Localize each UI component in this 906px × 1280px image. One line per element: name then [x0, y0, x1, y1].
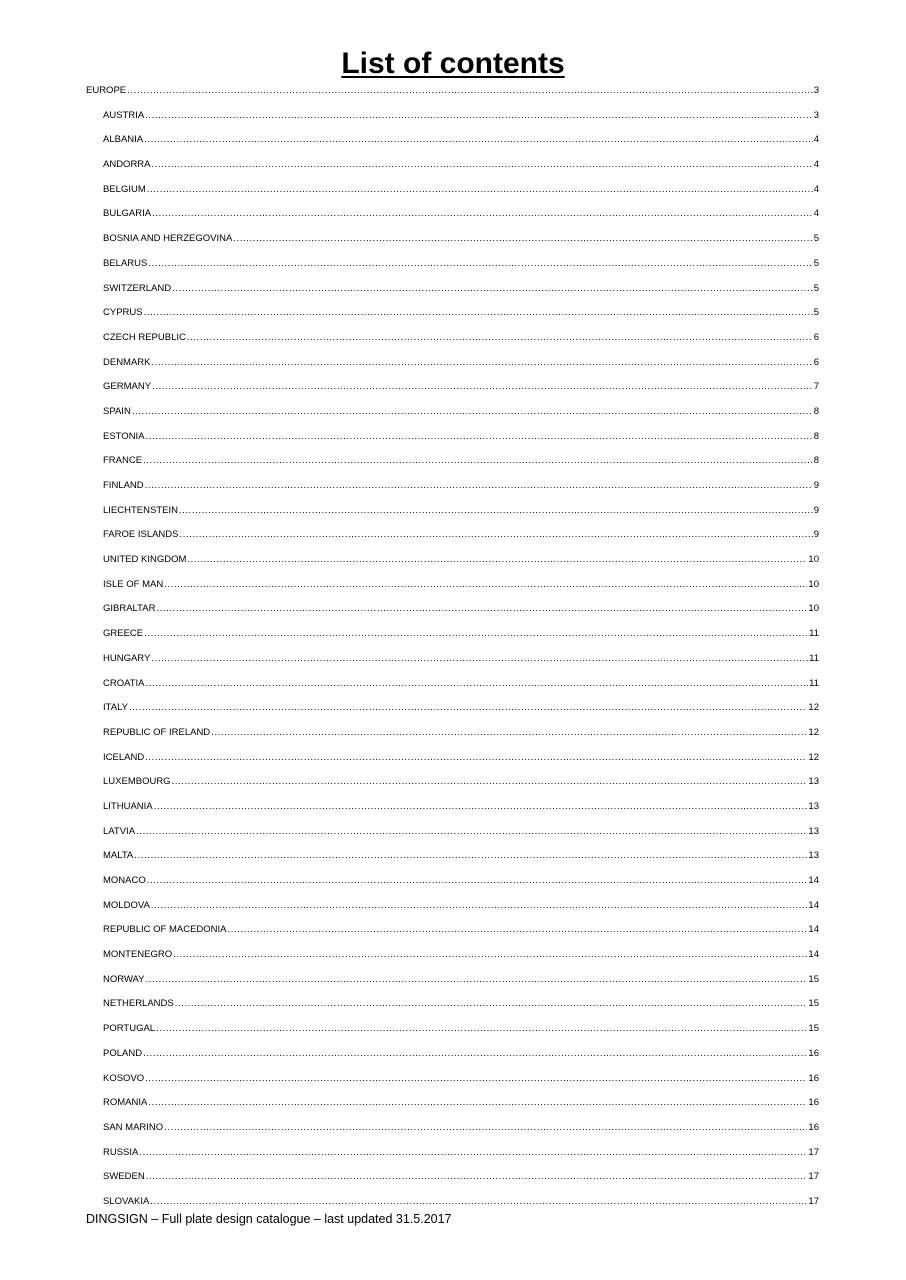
- toc-entry-page-number[interactable]: 13: [808, 850, 819, 862]
- toc-entry[interactable]: [86, 625, 819, 650]
- toc-entry[interactable]: [86, 107, 819, 132]
- page-title-text: List of contents: [341, 47, 565, 80]
- toc-entry[interactable]: [86, 946, 819, 971]
- toc-entry[interactable]: [86, 600, 819, 625]
- toc-entry-label[interactable]: CZECH REPUBLIC: [103, 331, 186, 343]
- toc-entry-page-number[interactable]: 11: [809, 677, 819, 689]
- toc-dot-leader: [233, 230, 812, 248]
- toc-entry[interactable]: [86, 255, 819, 280]
- toc-entry-label[interactable]: CYPRUS: [103, 307, 143, 319]
- toc-entry[interactable]: [86, 1020, 819, 1045]
- toc-entry[interactable]: [86, 428, 819, 453]
- toc-entry-page-number[interactable]: 8: [813, 430, 819, 442]
- toc-entry-page-number[interactable]: 14: [808, 875, 819, 886]
- toc-entry-page-number[interactable]: 16: [808, 1121, 819, 1133]
- toc-entry[interactable]: [86, 995, 819, 1020]
- toc-dot-leader: [134, 847, 807, 865]
- toc-entry-page-number[interactable]: 14: [808, 924, 819, 936]
- toc-dot-leader: [179, 502, 813, 520]
- toc-entry-page-number[interactable]: 4: [813, 134, 819, 146]
- toc-entry-page-number[interactable]: 13: [808, 776, 819, 788]
- toc-dot-leader: [156, 600, 807, 618]
- toc-dot-leader: [143, 1045, 807, 1063]
- toc-dot-leader: [148, 1094, 807, 1112]
- toc-entry-label[interactable]: GREECE: [103, 628, 144, 640]
- toc-entry-label[interactable]: BOSNIA AND HERZEGOVINA: [103, 233, 233, 245]
- toc-dot-leader: [146, 971, 808, 989]
- toc-entry[interactable]: [86, 872, 819, 897]
- toc-entry-label[interactable]: SPAIN: [103, 405, 131, 417]
- toc-dot-leader: [187, 329, 813, 347]
- toc-entry-page-number[interactable]: 7: [813, 381, 819, 393]
- toc-dot-leader: [145, 107, 813, 125]
- toc-entry-label[interactable]: FRANCE: [103, 455, 143, 467]
- toc-entry-page-number[interactable]: 10: [808, 578, 819, 590]
- toc-entry-page-number[interactable]: 6: [813, 356, 819, 368]
- toc-dot-leader: [150, 1193, 807, 1211]
- toc-entry-label[interactable]: KOSOVO: [103, 1072, 145, 1084]
- toc-dot-leader: [152, 205, 813, 223]
- toc-entry[interactable]: [86, 1045, 819, 1070]
- toc-dot-leader: [154, 798, 808, 816]
- toc-entry[interactable]: [86, 675, 819, 700]
- toc-entry-page-number[interactable]: 10: [808, 554, 819, 566]
- toc-dot-leader: [144, 625, 808, 643]
- toc-entry[interactable]: [86, 773, 819, 798]
- toc-entry-page-number[interactable]: 13: [808, 800, 819, 812]
- toc-entry-page-number[interactable]: 16: [808, 1047, 819, 1059]
- toc-dot-leader: [132, 403, 813, 421]
- toc-entry[interactable]: [86, 798, 819, 823]
- toc-entry[interactable]: [86, 526, 819, 551]
- toc-entry-label[interactable]: POLAND: [103, 1047, 143, 1059]
- toc-entry-label[interactable]: LATVIA: [103, 825, 136, 837]
- toc-entry-label[interactable]: LIECHTENSTEIN: [103, 504, 178, 516]
- toc-entry[interactable]: [86, 304, 819, 329]
- toc-entry-label[interactable]: ITALY: [103, 702, 128, 714]
- toc-dot-leader: [211, 724, 807, 742]
- toc-entry[interactable]: [86, 156, 819, 181]
- toc-entry-label[interactable]: LUXEMBOURG: [103, 776, 171, 788]
- toc-entry-label[interactable]: UNITED KINGDOM: [103, 554, 187, 566]
- toc-entry-label[interactable]: ALBANIA: [103, 134, 144, 146]
- toc-entry[interactable]: [86, 749, 819, 774]
- toc-entry-page-number[interactable]: 12: [808, 726, 819, 738]
- toc-entry[interactable]: [86, 329, 819, 354]
- toc-entry-page-number[interactable]: 11: [809, 652, 819, 664]
- toc-entry-label[interactable]: REPUBLIC OF IRELAND: [103, 726, 211, 738]
- toc-entry-page-number[interactable]: 14: [808, 899, 819, 911]
- toc-dot-leader: [146, 675, 809, 693]
- toc-dot-leader: [152, 378, 813, 396]
- toc-dot-leader: [180, 526, 813, 544]
- toc-entry[interactable]: [86, 1070, 819, 1095]
- toc-dot-leader: [129, 699, 807, 717]
- toc-dot-leader: [151, 897, 808, 915]
- toc-entry-page-number[interactable]: 5: [813, 307, 819, 319]
- toc-entry-label[interactable]: SLOVAKIA: [103, 1195, 150, 1207]
- toc-entry-page-number[interactable]: 5: [813, 233, 819, 245]
- toc-dot-leader: [172, 280, 813, 298]
- toc-entry[interactable]: [86, 280, 819, 305]
- toc-entry-label[interactable]: ROMANIA: [103, 1097, 148, 1109]
- toc-entry-page-number[interactable]: 5: [813, 282, 819, 294]
- toc-entry-page-number[interactable]: 3: [813, 109, 819, 121]
- toc-entry-page-number[interactable]: 6: [813, 331, 819, 343]
- toc-entry[interactable]: [86, 502, 819, 527]
- toc-entry[interactable]: [86, 971, 819, 996]
- toc-dot-leader: [172, 773, 808, 791]
- toc-entry-page-number[interactable]: 9: [813, 504, 819, 516]
- toc-entry-label[interactable]: GIBRALTAR: [103, 603, 156, 615]
- toc-entry-page-number[interactable]: 9: [813, 480, 819, 491]
- toc-dot-leader: [144, 304, 813, 322]
- toc-dot-leader: [187, 551, 807, 569]
- toc-entry[interactable]: [86, 1144, 819, 1169]
- toc-entry[interactable]: [86, 823, 819, 848]
- toc-dot-leader: [143, 452, 813, 470]
- toc-dot-leader: [145, 477, 813, 495]
- toc-entry[interactable]: [86, 354, 819, 379]
- toc-entry-label[interactable]: LITHUANIA: [103, 800, 153, 812]
- toc-dot-leader: [228, 921, 808, 939]
- toc-entry-page-number[interactable]: 13: [808, 825, 819, 837]
- toc-entry-label[interactable]: AUSTRIA: [103, 109, 145, 121]
- toc-entry-page-number[interactable]: 17: [808, 1171, 819, 1183]
- toc-dot-leader: [145, 749, 807, 767]
- toc-dot-leader: [152, 354, 813, 372]
- toc-entry[interactable]: [86, 477, 819, 502]
- toc-entry[interactable]: [86, 403, 819, 428]
- toc-entry-label[interactable]: MONACO: [103, 875, 146, 886]
- toc-entry-page-number[interactable]: 8: [813, 455, 819, 467]
- toc-entry[interactable]: [86, 847, 819, 872]
- toc-dot-leader: [156, 1020, 807, 1038]
- toc-entry-label[interactable]: FAROE ISLANDS: [103, 529, 179, 541]
- toc-entry-label[interactable]: ISLE OF MAN: [103, 578, 164, 590]
- toc-entry-label[interactable]: MALTA: [103, 850, 134, 862]
- toc-entry-page-number[interactable]: 16: [808, 1072, 819, 1084]
- toc-entry[interactable]: [86, 205, 819, 230]
- toc-entry-label[interactable]: REPUBLIC OF MACEDONIA: [103, 924, 227, 936]
- toc-entry[interactable]: [86, 181, 819, 206]
- toc-entry[interactable]: [86, 650, 819, 675]
- toc-dot-leader: [175, 995, 808, 1013]
- page-footer: DINGSIGN – Full plate design catalogue – last updated 31.5.2017: [86, 1212, 452, 1226]
- toc-entry-label[interactable]: NETHERLANDS: [103, 998, 174, 1010]
- toc-dot-leader: [164, 576, 807, 594]
- toc-entry[interactable]: [86, 452, 819, 477]
- toc-entry-page-number[interactable]: 5: [813, 257, 819, 269]
- toc-entry-page-number[interactable]: 17: [808, 1146, 819, 1158]
- toc-entry-page-number[interactable]: 10: [808, 603, 819, 615]
- toc-entry-page-number[interactable]: 9: [813, 529, 819, 541]
- toc-entry-page-number[interactable]: 16: [808, 1097, 819, 1109]
- toc-dot-leader: [152, 156, 813, 174]
- toc-entry-label[interactable]: RUSSIA: [103, 1146, 139, 1158]
- toc-dot-leader: [146, 1168, 808, 1186]
- toc-entry-label[interactable]: ESTONIA: [103, 430, 145, 442]
- toc-dot-leader: [144, 131, 813, 149]
- toc-entry-label[interactable]: ICELAND: [103, 751, 145, 763]
- toc-dot-leader: [173, 946, 807, 964]
- toc-entry-label[interactable]: NORWAY: [103, 973, 145, 985]
- toc-entry[interactable]: [86, 699, 819, 724]
- toc-entry-label[interactable]: HUNGARY: [103, 652, 151, 664]
- page-title: [0, 44, 906, 84]
- toc-entry-label[interactable]: FINLAND: [103, 480, 144, 491]
- toc-entry[interactable]: [86, 1119, 819, 1144]
- toc-dot-leader: [147, 872, 808, 890]
- toc-entry-page-number[interactable]: 12: [808, 751, 819, 763]
- toc-entry[interactable]: [86, 1168, 819, 1193]
- toc-entry[interactable]: [86, 131, 819, 156]
- toc-entry[interactable]: [86, 551, 819, 576]
- toc-entry-label[interactable]: PORTUGAL: [103, 1023, 156, 1035]
- toc-entry[interactable]: [86, 576, 819, 601]
- toc-dot-leader: [145, 1070, 807, 1088]
- toc-dot-leader: [164, 1119, 807, 1137]
- toc-dot-leader: [148, 255, 812, 273]
- toc-entry-label[interactable]: BELGIUM: [103, 183, 146, 195]
- toc-dot-leader: [147, 181, 813, 199]
- table-of-contents: [86, 82, 819, 1218]
- toc-entry-label[interactable]: EUROPE: [86, 85, 127, 96]
- toc-entry[interactable]: [86, 724, 819, 749]
- toc-entry-label[interactable]: BULGARIA: [103, 208, 152, 220]
- toc-entry-page-number[interactable]: 11: [809, 628, 819, 640]
- toc-entry-page-number[interactable]: 17: [808, 1195, 819, 1207]
- toc-entry-label[interactable]: BELARUS: [103, 257, 148, 269]
- toc-entry[interactable]: [86, 897, 819, 922]
- toc-entry-label[interactable]: SAN MARINO: [103, 1121, 164, 1133]
- toc-entry-page-number[interactable]: 15: [808, 1023, 819, 1035]
- toc-entry-label[interactable]: SWEDEN: [103, 1171, 145, 1183]
- toc-entry-label[interactable]: DENMARK: [103, 356, 151, 368]
- toc-dot-leader: [136, 823, 807, 841]
- toc-entry-page-number[interactable]: 4: [813, 208, 819, 220]
- toc-dot-leader: [127, 82, 813, 100]
- toc-section-entry[interactable]: [86, 82, 819, 107]
- toc-dot-leader: [146, 428, 813, 446]
- toc-entry-label[interactable]: ANDORRA: [103, 159, 151, 171]
- toc-entry-label[interactable]: CROATIA: [103, 677, 145, 689]
- toc-entry-page-number[interactable]: 4: [813, 159, 819, 171]
- toc-entry-page-number[interactable]: 15: [808, 998, 819, 1010]
- toc-entry-label[interactable]: MOLDOVA: [103, 899, 150, 911]
- toc-dot-leader: [139, 1144, 807, 1162]
- toc-entry-label[interactable]: SWITZERLAND: [103, 282, 172, 294]
- toc-entry-page-number[interactable]: 4: [813, 183, 819, 195]
- toc-entry-page-number[interactable]: 12: [808, 702, 819, 714]
- toc-entry-label[interactable]: GERMANY: [103, 381, 152, 393]
- toc-entry-label[interactable]: MONTENEGRO: [103, 949, 173, 961]
- toc-entry[interactable]: [86, 230, 819, 255]
- toc-entry-page-number[interactable]: 3: [813, 85, 819, 96]
- toc-entry-page-number[interactable]: 15: [808, 973, 819, 985]
- toc-entry[interactable]: [86, 378, 819, 403]
- toc-dot-leader: [151, 650, 808, 668]
- toc-entry[interactable]: [86, 1094, 819, 1119]
- toc-entry-page-number[interactable]: 14: [808, 949, 819, 961]
- toc-entry[interactable]: [86, 921, 819, 946]
- toc-entry-page-number[interactable]: 8: [813, 405, 819, 417]
